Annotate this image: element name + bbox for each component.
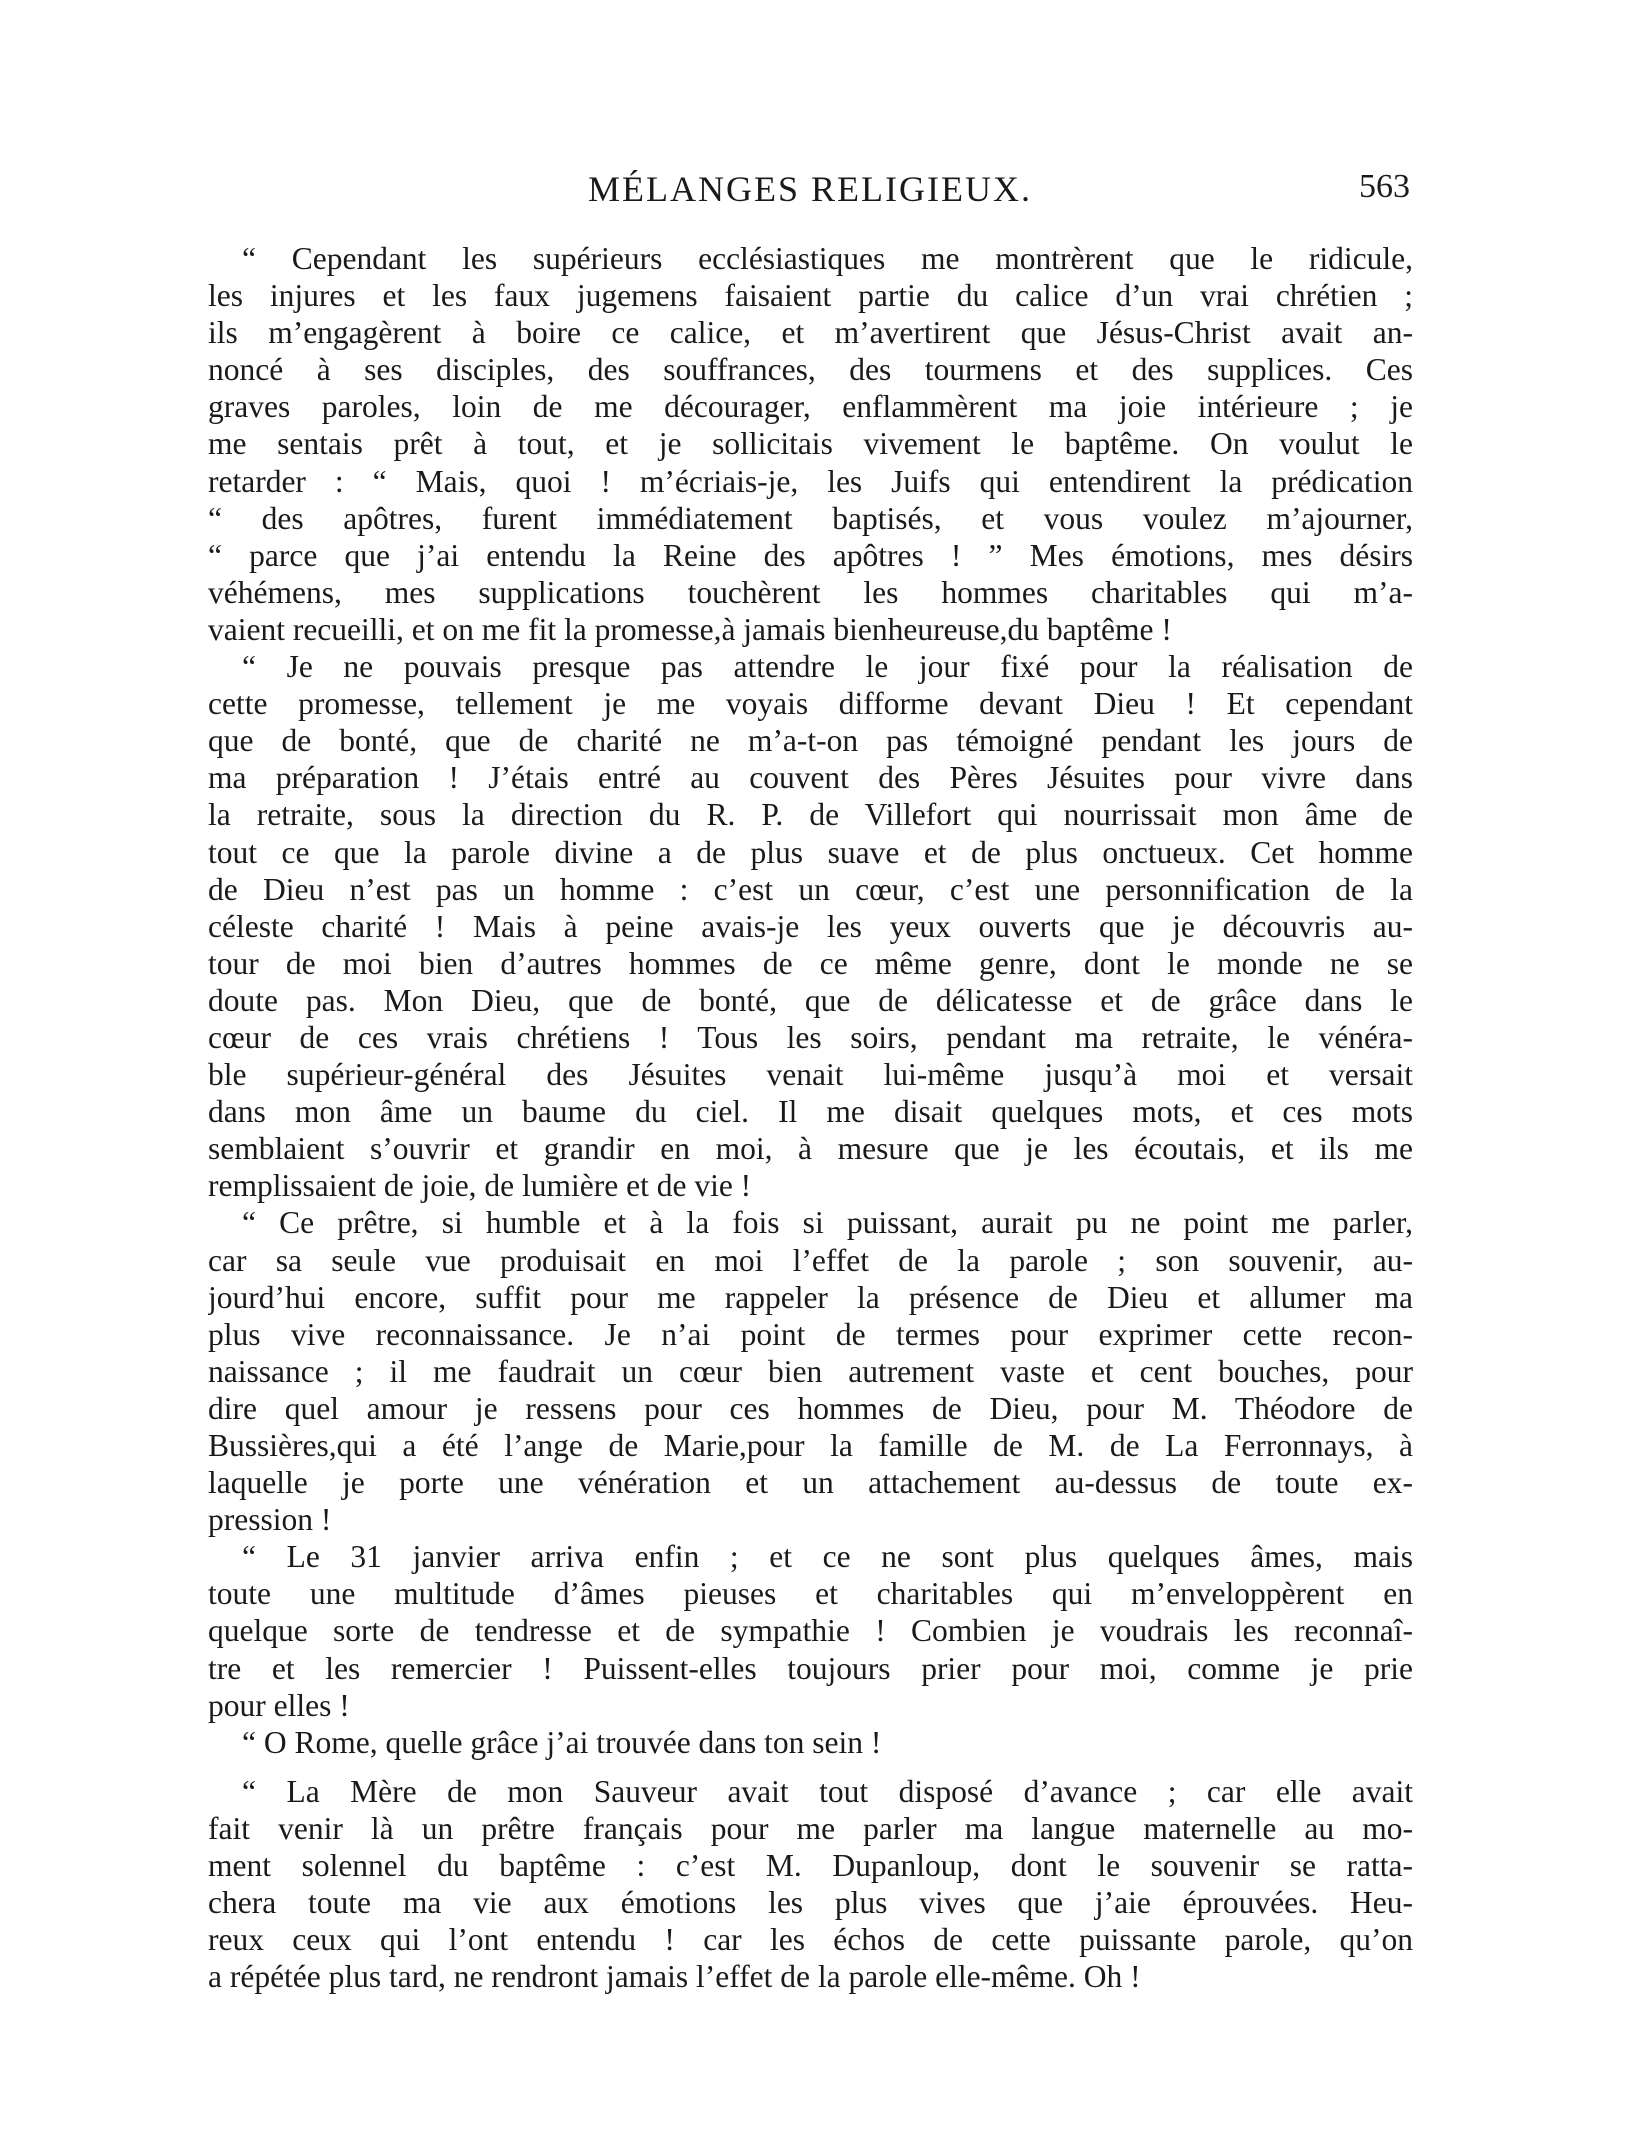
text-line: dans mon âme un baume du ciel. Il me disait quelques mots, et ces mots <box>208 1094 1413 1130</box>
text-line: reux ceux qui l’ont entendu ! car les échos de cette puissante parole, qu’on <box>208 1922 1413 1958</box>
text-line: semblaient s’ouvrir et grandir en moi, à mesure que je les écoutais, et ils me <box>208 1131 1413 1167</box>
page-number: 563 <box>1359 168 1410 205</box>
paragraph <box>208 1724 1413 1761</box>
text-line: toute une multitude d’âmes pieuses et charitables qui m’enveloppèrent en <box>208 1576 1413 1612</box>
text-line: ma préparation ! J’étais entré au couvent des Pères Jésuites pour vivre dans <box>208 760 1413 796</box>
paragraph <box>208 1538 1413 1723</box>
text-line: “ Le 31 janvier arriva enfin ; et ce ne sont plus quelques âmes, mais <box>242 1539 1413 1575</box>
text-line: remplissaient de joie, de lumière et de vie ! <box>208 1168 752 1204</box>
text-line: chera toute ma vie aux émotions les plus vives que j’aie éprouvées. Heu- <box>208 1885 1413 1921</box>
text-line: ils m’engagèrent à boire ce calice, et m’avertirent que Jésus-Christ avait an- <box>208 315 1413 351</box>
text-line: “ Cependant les supérieurs ecclésiastiques me montrèrent que le ridicule, <box>242 241 1413 276</box>
text-line: graves paroles, loin de me décourager, enflammèrent ma joie intérieure ; je <box>208 389 1413 425</box>
paragraph <box>208 1204 1413 1538</box>
text-line: jourd’hui encore, suffit pour me rappeler la présence de Dieu et allumer ma <box>208 1279 1413 1315</box>
text-line: “ Ce prêtre, si humble et à la fois si puissant, aurait pu ne point me parler, <box>242 1205 1413 1241</box>
text-line: quelque sorte de tendresse et de sympathie ! Combien je voudrais les reconnaî- <box>208 1613 1413 1649</box>
text-line: noncé à ses disciples, des souffrances, des tourmens et des supplices. Ces <box>208 352 1413 388</box>
paragraph-gap <box>208 1761 1413 1773</box>
text-line: fait venir là un prêtre français pour me parler ma langue maternelle au mo- <box>208 1810 1413 1846</box>
text-line: véhémens, mes supplications touchèrent les hommes charitables qui m’a- <box>208 574 1413 610</box>
text-line: que de bonté, que de charité ne m’a-t-on pas témoigné pendant les jours de <box>208 723 1413 759</box>
running-title: MÉLANGES RELIGIEUX. <box>588 169 1032 209</box>
paragraph <box>208 240 1413 648</box>
text-line: céleste charité ! Mais à peine avais-je les yeux ouverts que je découvris au- <box>208 908 1413 944</box>
text-line: de Dieu n’est pas un homme : c’est un cœur, c’est une personnification de la <box>208 871 1413 907</box>
text-line: Bussières,qui a été l’ange de Marie,pour la famille de M. de La Ferronnays, à <box>208 1428 1413 1463</box>
paragraph <box>208 1773 1413 1996</box>
text-line: plus vive reconnaissance. Je n’ai point de termes pour exprimer cette recon- <box>208 1316 1413 1352</box>
text-line: laquelle je porte une vénération et un attachement au-dessus de toute ex- <box>208 1465 1413 1501</box>
text-line: tre et les remercier ! Puissent-elles toujours prier pour moi, comme je prie <box>208 1650 1413 1686</box>
text-line: “ O Rome, quelle grâce j’ai trouvée dans ton sein ! <box>242 1724 882 1760</box>
text-line: “ parce que j’ai entendu la Reine des apôtres ! ” Mes émotions, mes désirs <box>208 537 1413 573</box>
text-line: a répétée plus tard, ne rendront jamais l’effet de la parole elle-même. Oh ! <box>208 1959 1141 1995</box>
text-line: “ des apôtres, furent immédiatement baptisés, et vous voulez m’ajourner, <box>208 500 1413 536</box>
text-line: vaient recueilli, et on me fit la promesse,à jamais bienheureuse,du baptême ! <box>208 611 1172 647</box>
text-line: la retraite, sous la direction du R. P. de Villefort qui nourrissait mon âme de <box>208 797 1413 833</box>
text-line: car sa seule vue produisait en moi l’effet de la parole ; son souvenir, au- <box>208 1242 1413 1278</box>
text-line: pression ! <box>208 1502 332 1538</box>
running-head <box>210 168 1410 212</box>
text-line: naissance ; il me faudrait un cœur bien autrement vaste et cent bouches, pour <box>208 1353 1413 1389</box>
text-line: me sentais prêt à tout, et je sollicitais vivement le baptême. On voulut le <box>208 426 1413 462</box>
text-line: dire quel amour je ressens pour ces hommes de Dieu, pour M. Théodore de <box>208 1390 1413 1426</box>
text-line: ment solennel du baptême : c’est M. Dupanloup, dont le souvenir se ratta- <box>208 1848 1413 1884</box>
body-text <box>208 240 1413 1995</box>
text-line: pour elles ! <box>208 1687 350 1723</box>
text-line: ble supérieur-général des Jésuites venait lui-même jusqu’à moi et versait <box>208 1057 1413 1093</box>
text-line: tout ce que la parole divine a de plus suave et de plus onctueux. Cet homme <box>208 834 1413 870</box>
paragraph <box>208 648 1413 1204</box>
text-line: “ Je ne pouvais presque pas attendre le jour fixé pour la réalisation de <box>242 649 1413 685</box>
text-line: cœur de ces vrais chrétiens ! Tous les soirs, pendant ma retraite, le vénéra- <box>208 1019 1413 1055</box>
text-line: cette promesse, tellement je me voyais difforme devant Dieu ! Et cependant <box>208 686 1413 722</box>
text-line: doute pas. Mon Dieu, que de bonté, que de délicatesse et de grâce dans le <box>208 982 1413 1018</box>
text-line: “ La Mère de mon Sauveur avait tout disposé d’avance ; car elle avait <box>242 1773 1413 1809</box>
text-line: tour de moi bien d’autres hommes de ce même genre, dont le monde ne se <box>208 945 1413 981</box>
text-line: les injures et les faux jugemens faisaient partie du calice d’un vrai chrétien ; <box>208 278 1413 314</box>
text-line: retarder : “ Mais, quoi ! m’écriais-je, les Juifs qui entendirent la prédication <box>208 463 1413 499</box>
